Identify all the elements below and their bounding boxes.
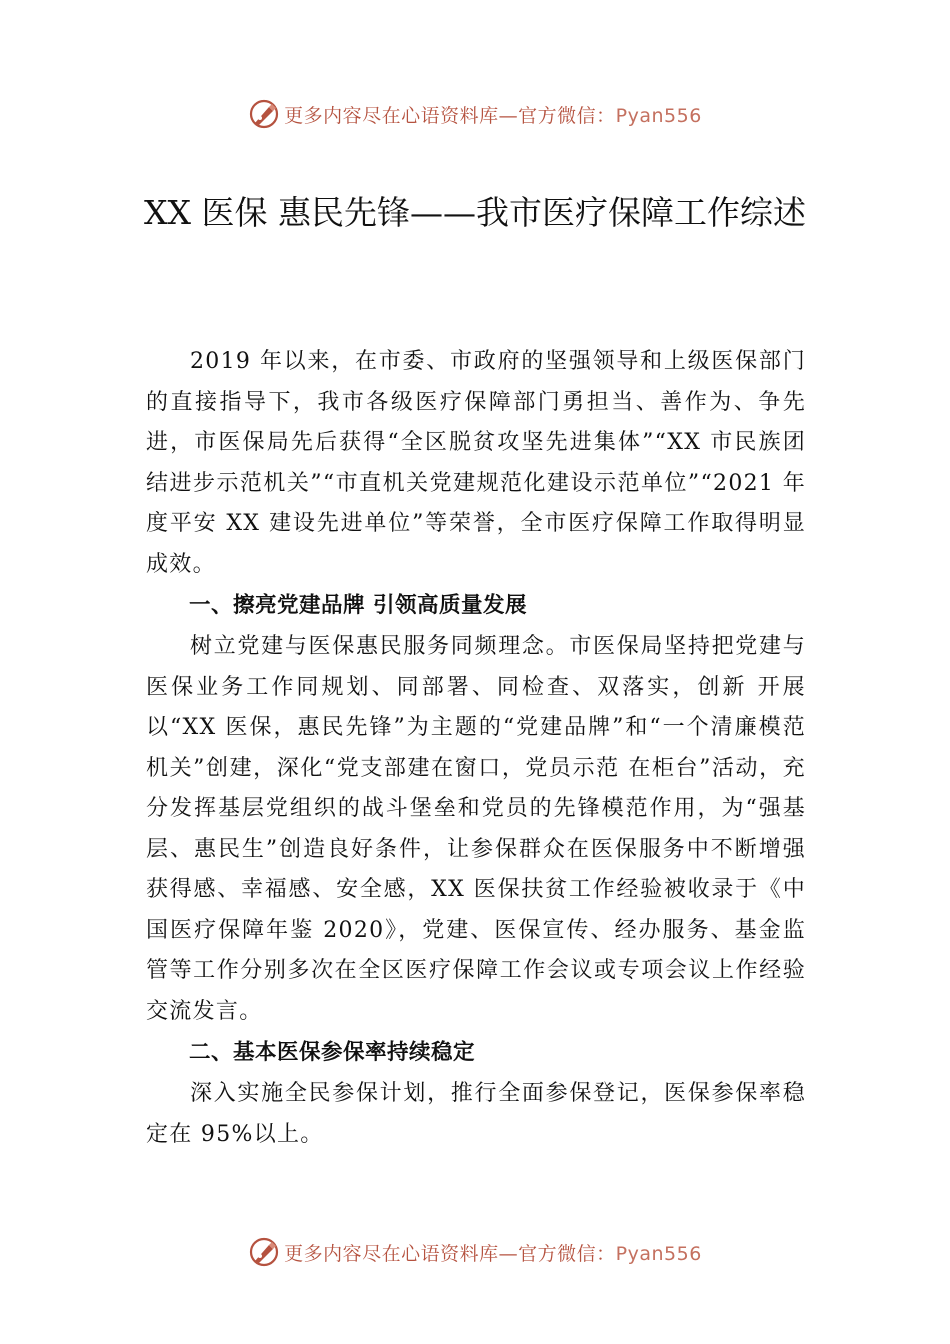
- watermark-text: [284, 101, 702, 128]
- watermark-banner-top: [0, 94, 950, 134]
- watermark-text: [284, 1239, 702, 1266]
- section-heading-1: 一、擦亮党建品牌 引领高质量发展: [189, 593, 527, 618]
- document-body: [146, 342, 806, 1155]
- watermark-prefix: 更多内容尽在心语资料库—官方微信：: [284, 104, 616, 127]
- section-heading-2: 二、基本医保参保率持续稳定: [189, 1040, 476, 1065]
- watermark-wechat-id: Pyan556: [615, 1242, 702, 1265]
- pen-logo-icon: [248, 1236, 280, 1268]
- section-body-1: 树立党建与医保惠民服务同频理念。市医保局坚持把党建与医保业务工作同规划、同部署、同检查、双落实，创新 开展以“XX 医保，惠民先锋”为主题的“党建品牌”和“一个清廉模范机关”创建，深化“党支部建在窗口，党员示范 在柜台”活动，充分发挥基层党组织的战斗堡垒和党员的先锋模范作用，为“强基层、惠民生”创造良好条件，让参保群众在医保服务中不断增强获得感、幸福感、安全感，XX 医保扶贫工作经验被收录于《中国医疗保障年鉴 2020》，党建、医保宣传、经办服务、基金监管等工作分别多次在全区医疗保障工作会议或专项会议上作经验交流发言。: [146, 634, 806, 1024]
- pen-logo-icon: [248, 98, 280, 130]
- watermark-wechat-id: Pyan556: [615, 104, 702, 127]
- watermark-banner-bottom: [0, 1232, 950, 1272]
- document-title: XX 医保 惠民先锋——我市医疗保障工作综述: [144, 193, 806, 232]
- watermark-prefix: 更多内容尽在心语资料库—官方微信：: [284, 1242, 616, 1265]
- intro-paragraph: 2019 年以来，在市委、市政府的坚强领导和上级医保部门的直接指导下，我市各级医疗保障部门勇担当、善作为、争先进，市医保局先后获得“全区脱贫攻坚先进集体”“XX 市民族团结进步示范机关”“市直机关党建规范化建设示范单位”“2021 年度平安 XX 建设先进单位”等荣誉，全市医疗保障工作取得明显成效。: [146, 349, 806, 577]
- section-body-2: 深入实施全民参保计划，推行全面参保登记，医保参保率稳定在 95%以上。: [146, 1081, 806, 1147]
